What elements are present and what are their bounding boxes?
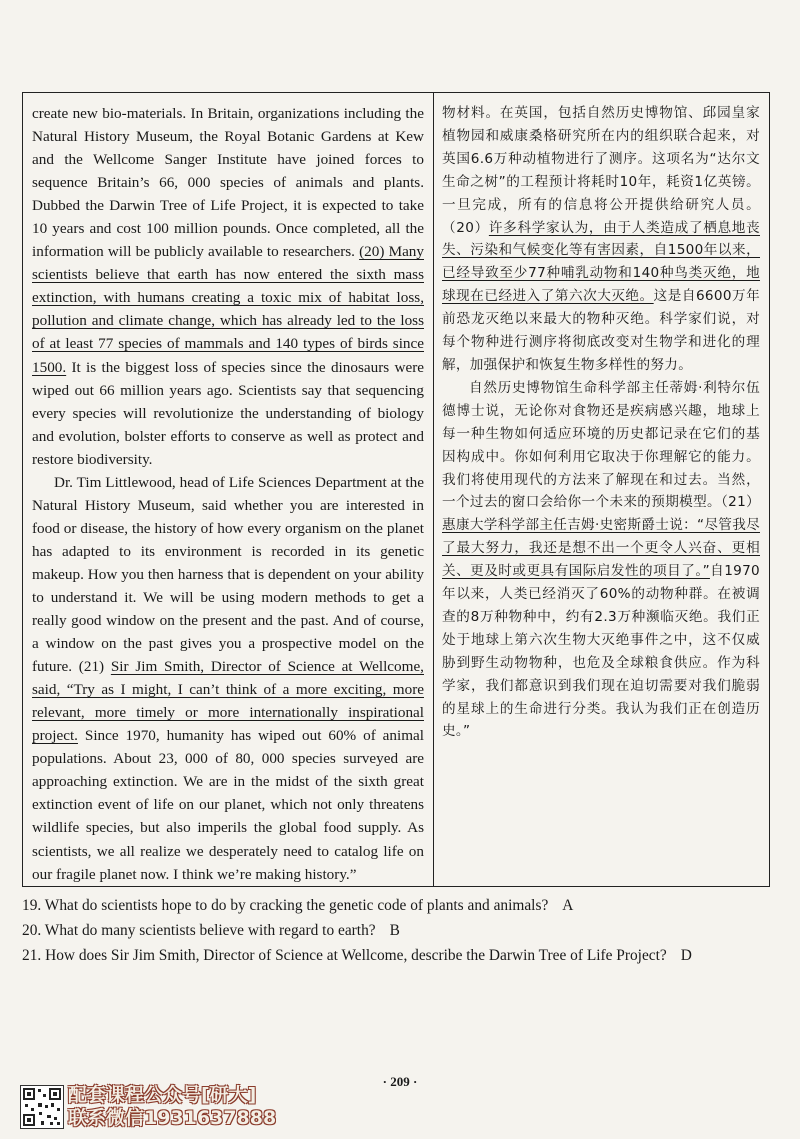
column-divider [433,92,434,887]
english-paragraph-2: Dr. Tim Littlewood, head of Life Sciences Department at the Natural History Museum, said whether you are interested in food or disease, the history of how every organism on the planet has adapted to its environment is recorded in its genetic makeup. How you then harness that is dependent on your ability to understand it. We will be using modern methods to get a really good window on the present and the past. And of course, a window on the past gives you a prospective model on the future. (21) Sir Jim Smith, Director of Science at Wellcome, said, “Try as I might, I can’t think of a more exciting, more relevant, more timely or more internationally inspirational project. Since 1970, humanity has wiped out 60% of animal populations. About 23, 000 of 80, 000 species surveyed are approaching extinction. We are in the midst of the sixth great extinction event of life on our planet, which not only threatens wildlife species, but also imperils the global food supply. As scientists, we all realize we desperately need to catalog life on our fragile planet now. I think we’re making history.” [32,473,424,883]
qr-code-icon [20,1085,64,1129]
chinese-paragraph-2: 自然历史博物馆生命科学部主任蒂姆·利特尔伍德博士说，无论你对食物还是疾病感兴趣，地球上每一种生物如何适应环境的历史都记录在它们的基因构成中。你如何利用它取决于你理解它的能力。我们将使用现代的方法来了解现在和过去。当然，一个过去的窗口会给你一个未来的预期模型。（21）惠康大学科学部主任吉姆·史密斯爵士说：“尽管我尽了最大努力，我还是想不出一个更令人兴奋、更相关、更及时或更具有国际启发性的项目了。”自1970年以来，人类已经消灭了60%的动物种群。在被调查的8万种物种中，约有2.3万种濒临灭绝。我们正处于地球上第六次生物大灭绝事件之中，这不仅威胁到野生动物物种，也危及全球粮食供应。作为科学家，我们都意识到我们现在迫切需要对我们脆弱的星球上的生命进行分类。我认为我们正在创造历史。” [442,379,760,740]
english-paragraph-1: create new bio-materials. In Britain, organizations including the Natural History Museum, the Royal Botanic Gardens at Kew and the Wellcome Sanger Institute have joined forces to sequence Britain’s 66, 000 species of animals and plants. Dubbed the Darwin Tree of Life Project, it is expected to take 10 years and cost 100 million pounds. Once completed, all the information will be publicly available to researchers. (20) Many scientists believe that earth has now entered the sixth mass extinction, with humans creating a toxic mix of habitat loss, pollution and climate change, which has already led to the loss of at least 77 species of mammals and 140 types of birds since 1500. It is the biggest loss of species since the dinosaurs were wiped out 66 million years ago. Scientists say that sequencing every species will revolutionize the understanding of biology and evolution, bolster efforts to conserve as well as protect and restore biodiversity. [32,105,424,468]
question-item: 21. How does Sir Jim Smith, Director of Science at Wellcome, describe the Darwin Tree of Life Project? D [22,947,692,964]
chinese-underlined-21: 惠康大学科学部主任吉姆·史密斯爵士说：“尽管我尽了最大努力，我还是想不出一个更令人兴奋、更相关、更及时或更具有国际启发性的项目了。” [442,517,760,580]
chinese-column [442,102,760,743]
underlined-sentence-20: (20) Many scientists believe that earth has now entered the sixth mass extinction, with humans creating a toxic mix of habitat loss, pollution and climate change, which has already led to the loss of at least 77 species of mammals and 140 types of birds since 1500. [32,243,424,376]
question-item: 20. What do many scientists believe with regard to earth? B [22,922,400,939]
underlined-sentence-21: Sir Jim Smith, Director of Science at Wellcome, said, “Try as I might, I can’t think of a more exciting, more relevant, more timely or more internationally inspirational project. [32,658,424,745]
answer-letter: D [680,947,692,964]
page-number: · 209 · [382,1074,418,1089]
answer-letter: B [389,922,400,939]
english-column [32,102,424,886]
question-item: 19. What do scientists hope to do by cracking the genetic code of plants and animals? A [22,897,574,914]
chinese-underlined-20: 许多科学家认为，由于人类造成了栖息地丧失、污染和气候变化等有害因素，自1500年以来，已经导致至少77种哺乳动物和140种鸟类灭绝，地球现在已经进入了第六次大灭绝。 [442,219,760,305]
chinese-paragraph-1: 物材料。在英国，包括自然历史博物馆、邱园皇家植物园和威康桑格研究所在内的组织联合起来，对英国6.6万种动植物进行了测序。这项名为“达尔文生命之树”的工程预计将耗时10年，耗资1亿英镑。一旦完成，所有的信息将公开提供给研究人员。（20）许多科学家认为，由于人类造成了栖息地丧失、污染和气候变化等有害因素，自1500年以来，已经导致至少77种哺乳动物和140种鸟类灭绝，地球现在已经进入了第六次大灭绝。这是自6600万年前恐龙灭绝以来最大的物种灭绝。科学家们说，对每个物种进行测序将彻底改变对生物学和进化的理解，加强保护和恢复生物多样性的努力。 [442,105,761,373]
watermark: 配套课程公众号[研大] 联系微信1931637888 [68,1084,277,1129]
answer-letter: A [562,897,574,914]
question-list [22,893,782,968]
